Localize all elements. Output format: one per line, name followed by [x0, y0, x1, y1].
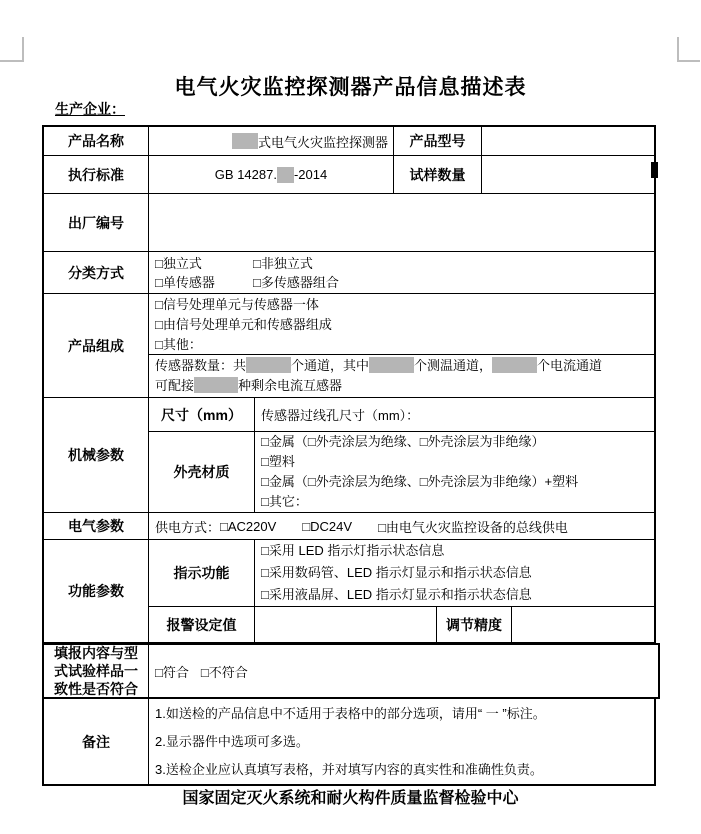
alarm-setpoint-value-cell[interactable]	[255, 607, 437, 642]
electrical-label: 电气参数	[44, 513, 149, 539]
redaction-box	[369, 357, 414, 373]
model-label: 产品型号	[394, 127, 482, 155]
checkbox-option-conform[interactable]: □符合	[155, 664, 189, 680]
checkbox-option-other[interactable]: □其他：	[155, 337, 202, 352]
row-serial	[44, 194, 654, 252]
sensor-qty-text: 个测温通道，	[414, 358, 493, 373]
page-corner-mark-left	[0, 37, 24, 62]
row-standard	[44, 156, 654, 194]
checkbox-option-metal-plastic[interactable]: □金属（□外壳涂层为绝缘、□外壳涂层为非绝缘）+塑料	[261, 474, 579, 489]
mechanical-label: 机械参数	[44, 398, 149, 512]
conformity-label	[44, 645, 149, 697]
sensor-qty-text: 个通道，其中	[291, 358, 370, 373]
standard-value-cell[interactable]	[149, 156, 394, 193]
size-value-cell[interactable]: 传感器过线孔尺寸（mm）：	[261, 408, 420, 423]
conformity-label-line: 填报内容与型	[54, 645, 138, 661]
remarks-content	[149, 699, 654, 784]
border-artifact	[651, 162, 658, 178]
sensor-qty-text: 可配接	[155, 378, 195, 393]
conformity-label-line: 致性是否符合	[54, 681, 138, 697]
shell-material-label: 外壳材质	[149, 432, 255, 512]
sensor-qty-text: 个电流通道	[537, 358, 603, 373]
indication-label: 指示功能	[149, 540, 255, 606]
row-functional	[44, 540, 654, 643]
checkbox-option-ac220v[interactable]: □AC220V	[220, 518, 277, 534]
remarks-label: 备注	[44, 699, 149, 784]
redaction-box	[232, 133, 258, 149]
checkbox-option-plastic[interactable]: □塑料	[261, 454, 295, 469]
sample-qty-value-cell[interactable]	[482, 156, 654, 193]
product-info-table	[42, 125, 656, 786]
size-label: 尺寸（mm）	[149, 398, 255, 431]
product-name-label: 产品名称	[44, 127, 149, 155]
standard-prefix: GB 14287.	[214, 167, 277, 182]
inspection-center-footer: 国家固定灭火系统和耐火构件质量监督检验中心	[182, 790, 519, 807]
page-corner-mark-right	[677, 37, 700, 62]
checkbox-option-led[interactable]: □采用 LED 指示灯指示状态信息	[261, 543, 445, 558]
redaction-box	[492, 357, 537, 373]
page-title: 电气火灾监控探测器产品信息描述表	[174, 76, 527, 99]
serial-label: 出厂编号	[44, 194, 149, 251]
model-value-cell[interactable]	[482, 127, 654, 155]
row-mechanical	[44, 398, 654, 513]
adjust-precision-label: 调节精度	[437, 607, 512, 642]
indication-options	[255, 540, 654, 606]
product-name-value-cell[interactable]	[149, 127, 394, 155]
redaction-box	[246, 357, 291, 373]
sample-qty-label: 试样数量	[394, 156, 482, 193]
conformity-options	[149, 645, 658, 697]
checkbox-option-lcd-led[interactable]: □采用液晶屏、LED 指示灯显示和指示状态信息	[261, 587, 532, 602]
row-composition	[44, 294, 654, 398]
checkbox-option-dc24v[interactable]: □DC24V	[302, 518, 353, 534]
redaction-box	[277, 167, 294, 183]
classification-label: 分类方式	[44, 252, 149, 293]
checkbox-option-non-standalone[interactable]: □非独立式	[253, 256, 313, 271]
standard-label: 执行标准	[44, 156, 149, 193]
checkbox-option-single-sensor[interactable]: □单传感器	[155, 275, 215, 290]
shell-material-options	[255, 432, 654, 512]
classification-options	[149, 252, 654, 293]
sensor-quantity-section	[149, 355, 654, 397]
power-supply-prefix: 供电方式：	[155, 519, 221, 535]
composition-label: 产品组成	[44, 294, 149, 397]
standard-suffix: -2014	[293, 167, 328, 182]
row-classification	[44, 252, 654, 294]
checkbox-option-multi-sensor[interactable]: □多传感器组合	[253, 275, 339, 290]
checkbox-option-nonconform[interactable]: □不符合	[200, 664, 248, 680]
power-supply-options	[149, 513, 654, 539]
conformity-label-line: 式试验样品一	[54, 663, 138, 679]
row-product-name	[44, 127, 654, 156]
alarm-setpoint-label: 报警设定值	[149, 607, 255, 642]
product-name-value: 式电气火灾监控探测器	[257, 134, 388, 150]
checkbox-option-shell-other[interactable]: □其它：	[261, 494, 308, 509]
row-remarks	[44, 699, 654, 784]
checkbox-option-integrated[interactable]: □信号处理单元与传感器一体	[155, 297, 319, 312]
remark-line-1: 1.如送检的产品信息中不适用于表格中的部分选项，请用“ 一 ”标注。	[155, 706, 546, 721]
checkbox-option-separate[interactable]: □由信号处理单元和传感器组成	[155, 317, 332, 332]
manufacturer-label: 生产企业：	[55, 101, 125, 117]
sensor-qty-text: 种剩余电流互感器	[238, 378, 343, 393]
remark-line-3: 3.送检企业应认真填写表格，并对填写内容的真实性和准确性负责。	[155, 762, 543, 777]
serial-value-cell[interactable]	[149, 194, 654, 251]
redaction-box	[194, 377, 238, 393]
checkbox-option-bus-power[interactable]: □由电气火灾监控设备的总线供电	[378, 519, 568, 535]
checkbox-option-digital-led[interactable]: □采用数码管、LED 指示灯显示和指示状态信息	[261, 565, 532, 580]
row-conformity	[44, 643, 660, 699]
composition-options	[149, 294, 654, 355]
sensor-qty-text: 传感器数量：共	[155, 358, 247, 373]
checkbox-option-metal[interactable]: □金属（□外壳涂层为绝缘、□外壳涂层为非绝缘）	[261, 434, 545, 449]
remark-line-2: 2.显示器件中选项可多选。	[155, 734, 309, 749]
checkbox-option-standalone[interactable]: □独立式	[155, 256, 202, 271]
row-electrical	[44, 513, 654, 540]
functional-label: 功能参数	[44, 540, 149, 642]
adjust-precision-value-cell[interactable]	[512, 607, 654, 642]
